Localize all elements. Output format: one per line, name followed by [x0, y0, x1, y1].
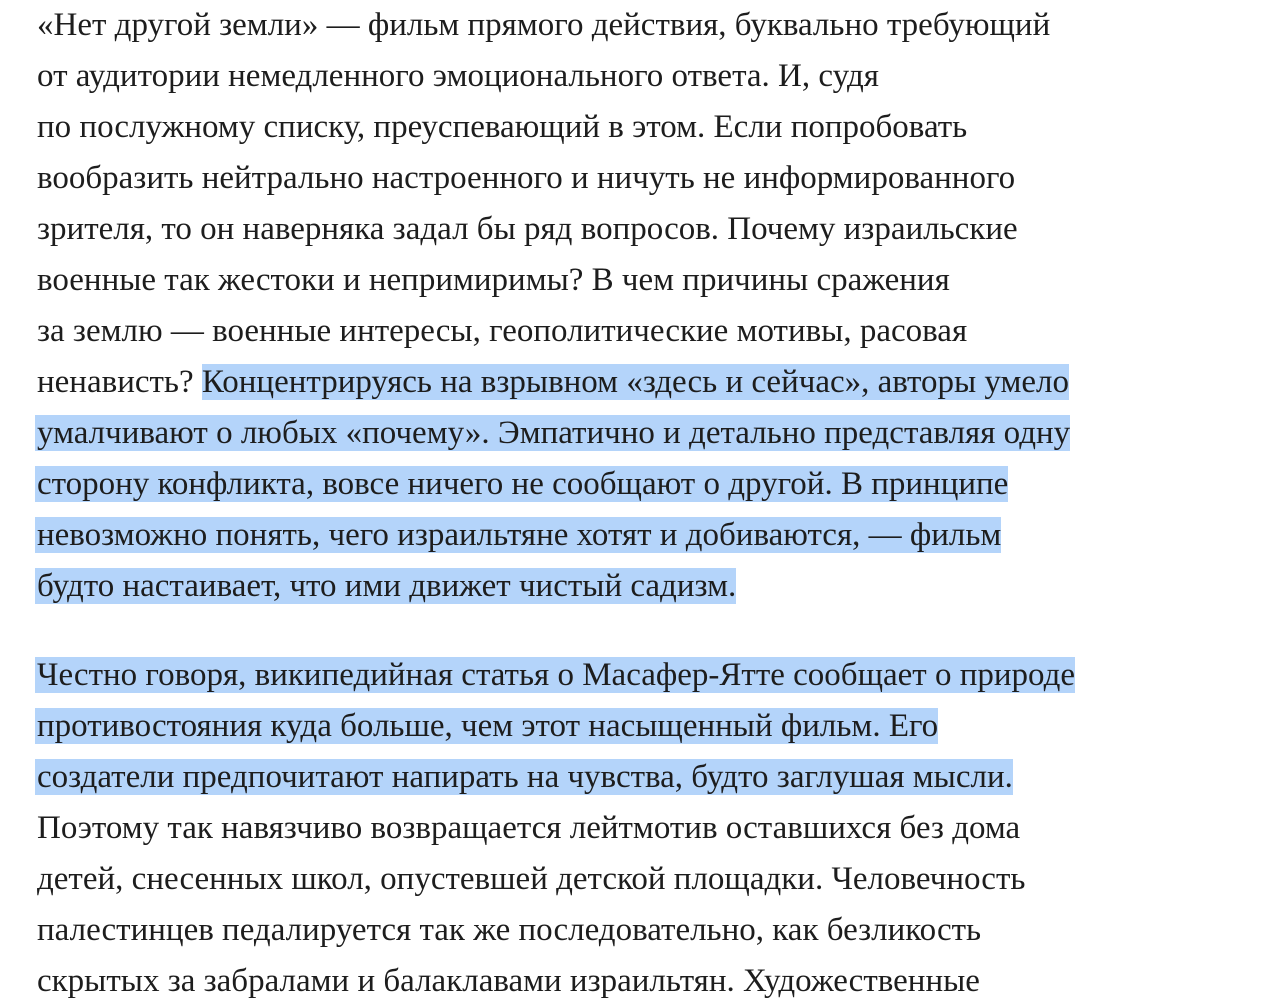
paragraph-2-line-7: скрытых за забралами и балаклавами израильтян. Художественные — [37, 963, 980, 999]
paragraph-1-line-5: зрителя, то он наверняка задал бы ряд вопросов. Почему израильские — [37, 211, 1018, 247]
selected-text-segment[interactable]: умалчивают о любых «почему». Эмпатично и детально представляя одну — [37, 415, 1071, 451]
paragraph-2-selected-line-3[interactable] — [37, 752, 1013, 803]
paragraph-2-selected-line-1[interactable] — [37, 650, 1075, 701]
selected-text-segment[interactable]: Концентрируясь на взрывном «здесь и сейчас», авторы умело — [201, 364, 1069, 400]
paragraph-1-selected-line-1[interactable] — [37, 408, 1070, 459]
paragraph-1-line-4: вообразить нейтрально настроенного и ничуть не информированного — [37, 160, 1016, 196]
paragraph-1-line-2: от аудитории немедленного эмоционального ответа. И, судя — [37, 58, 879, 94]
paragraph-1-line-7: за землю — военные интересы, геополитические мотивы, расовая — [37, 313, 968, 349]
selected-text-segment[interactable]: противостояния куда больше, чем этот насыщенный фильм. Его — [37, 708, 939, 744]
plain-text-segment: ненависть? — [37, 364, 202, 400]
selected-text-segment[interactable]: Честно говоря, википедийная статья о Масафер-Ятте сообщает о природе — [37, 657, 1076, 693]
paragraph-1-line-8 — [37, 357, 1069, 408]
paragraph-1-line-6: военные так жестоки и непримиримы? В чем причины сражения — [37, 262, 950, 298]
paragraph-1-selected-line-3[interactable] — [37, 510, 1001, 561]
paragraph-2-line-6: палестинцев педалируется так же последовательно, как безликость — [37, 912, 982, 948]
paragraph-1-selected-line-2[interactable] — [37, 459, 1008, 510]
paragraph-2-line-5: детей, снесенных школ, опустевшей детской площадки. Человечность — [37, 861, 1026, 897]
selected-text-segment[interactable]: сторону конфликта, вовсе ничего не сообщают о другой. В принципе — [37, 466, 1009, 502]
selected-text-segment[interactable]: создатели предпочитают напирать на чувства, будто заглушая мысли. — [37, 759, 1013, 795]
paragraph-1-line-3: по послужному списку, преуспевающий в этом. Если попробовать — [37, 109, 968, 145]
paragraph-2-line-4: Поэтому так навязчиво возвращается лейтмотив оставшихся без дома — [37, 810, 1021, 846]
paragraph-1-line-1: «Нет другой земли» — фильм прямого действия, буквально требующий — [37, 7, 1051, 43]
selected-text-segment[interactable]: будто настаивает, что ими движет чистый садизм. — [37, 568, 737, 604]
paragraph-1-selected-line-4[interactable] — [37, 561, 736, 612]
selected-text-segment[interactable]: невозможно понять, чего израильтяне хотят и добиваются, — фильм — [37, 517, 1002, 553]
paragraph-2-selected-line-2[interactable] — [37, 701, 938, 752]
